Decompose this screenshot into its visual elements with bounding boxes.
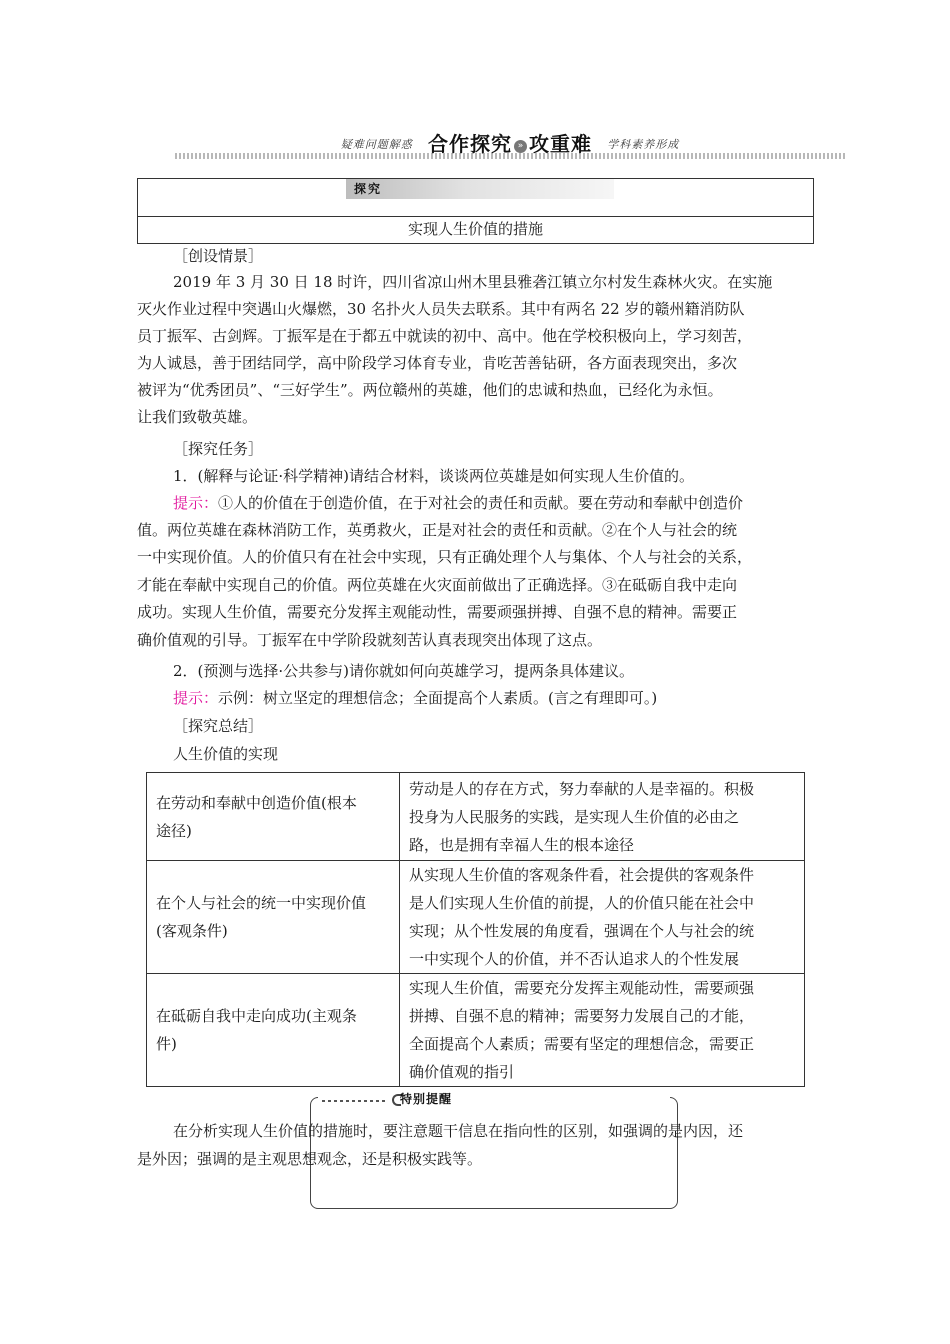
hint-label: 提示： <box>173 494 219 512</box>
scenario-line: 灭火作业过程中突遇山火爆燃，30 名扑火人员失去联系。其中有两名 22 岁的赣州籍消防队 <box>137 300 745 318</box>
answer-1-first-line <box>173 493 743 513</box>
section-banner <box>175 128 845 164</box>
task-heading: ［探究任务］ <box>173 440 264 458</box>
table-cell-method: 在砥砺自我中走向成功(主观条 件) <box>147 974 400 1087</box>
banner-left-caption: 疑难问题解惑 <box>340 138 413 151</box>
table-row <box>147 773 805 861</box>
summary-subheading: 人生价值的实现 <box>173 745 279 763</box>
banner-title-part1: 合作探究 <box>428 132 512 156</box>
answer-1-line: 成功。实现人生价值，需要充分发挥主观能动性，需要顽强拼搏、自强不息的精神。需要正 <box>137 603 738 621</box>
table-cell-method: 在劳动和奉献中创造价值(根本 途径) <box>147 773 400 861</box>
topic-title: 实现人生价值的措施 <box>407 220 543 238</box>
banner-title-part2: 攻重难 <box>529 132 592 156</box>
summary-heading: ［探究总结］ <box>173 717 264 735</box>
answer-1-line: 确价值观的引导。丁振军在中学阶段就刻苦认真表现突出体现了这点。 <box>137 631 603 649</box>
table-cell-explanation: 实现人生价值，需要充分发挥主观能动性，需要顽强 拼搏、自强不息的精神；需要努力发展自己的才能， 全面提高个人素质；需要有坚定的理想信念，需要正 确价值观的指引 <box>400 974 805 1087</box>
table-cell-explanation: 劳动是人的存在方式，努力奉献的人是幸福的。积极 投身为人民服务的实践，是实现人生价值的必由之 路，也是拥有幸福人生的根本途径 <box>400 773 805 861</box>
scenario-line: 2019 年 3 月 30 日 18 时许，四川省凉山州木里县雅砻江镇立尔村发生森林火灾。在实施 <box>173 273 773 291</box>
reminder-title: 特别提醒 <box>400 1092 453 1106</box>
answer-2-text: 示例：树立坚定的理想信念；全面提高个人素质。(言之有理即可。) <box>218 689 658 707</box>
question-1: 1．(解释与论证·科学精神)请结合材料，谈谈两位英雄是如何实现人生价值的。 <box>173 467 695 485</box>
topic-divider <box>138 216 813 217</box>
answer-1-line: 值。两位英雄在森林消防工作，英勇救火，正是对社会的责任和贡献。②在个人与社会的统 <box>137 521 738 539</box>
topic-box <box>137 178 814 244</box>
topic-tab <box>346 179 614 199</box>
scenario-line: 为人诚恳，善于团结同学，高中阶段学习体育专业，肯吃苦善钻研，各方面表现突出，多次 <box>137 354 738 372</box>
answer-1-text: ①人的价值在于创造价值，在于对社会的责任和贡献。要在劳动和奉献中创造价 <box>218 494 744 512</box>
scenario-line: 员丁振军、古剑辉。丁振军是在于都五中就读的初中、高中。他在学校积极向上，学习刻苦， <box>137 327 753 345</box>
answer-1-line: 才能在奉献中实现自己的价值。两位英雄在火灾面前做出了正确选择。③在砥砺自我中走向 <box>137 576 738 594</box>
question-2: 2．(预测与选择·公共参与)请你就如何向英雄学习，提两条具体建议。 <box>173 662 635 680</box>
hint-label: 提示： <box>173 689 219 707</box>
answer-1-line: 一中实现价值。人的价值只有在社会中实现，只有正确处理个人与集体、个人与社会的关系， <box>137 548 753 566</box>
answer-2-line <box>173 688 657 708</box>
reminder-line: 是外因；强调的是主观思想观念，还是积极实践等。 <box>137 1150 483 1168</box>
scenario-line: 让我们致敬英雄。 <box>137 408 258 426</box>
table-cell-method: 在个人与社会的统一中实现价值 (客观条件) <box>147 861 400 974</box>
banner-right-caption: 学科素养形成 <box>607 138 680 151</box>
table-cell-explanation: 从实现人生价值的客观条件看，社会提供的客观条件 是人们实现人生价值的前提，人的价值只能在社会中 实现；从个性发展的角度看，强调在个人与社会的统 一中实现个人的价值，并不否认追求人的个性发展 <box>400 861 805 974</box>
table-row <box>147 974 805 1087</box>
scenario-heading: ［创设情景］ <box>173 247 264 265</box>
table-row <box>147 861 805 974</box>
reminder-line: 在分析实现人生价值的措施时，要注意题干信息在指向性的区别，如强调的是内因，还 <box>173 1122 744 1140</box>
double-chevron-right-icon: » <box>514 140 527 153</box>
topic-tab-label: 探究 <box>354 182 383 196</box>
scenario-line: 被评为“优秀团员”、“三好学生”。两位赣州的英雄，他们的忠诚和热血，已经化为永恒。 <box>137 381 723 399</box>
summary-table <box>146 772 805 1087</box>
reminder-dotted-rule <box>322 1100 388 1102</box>
